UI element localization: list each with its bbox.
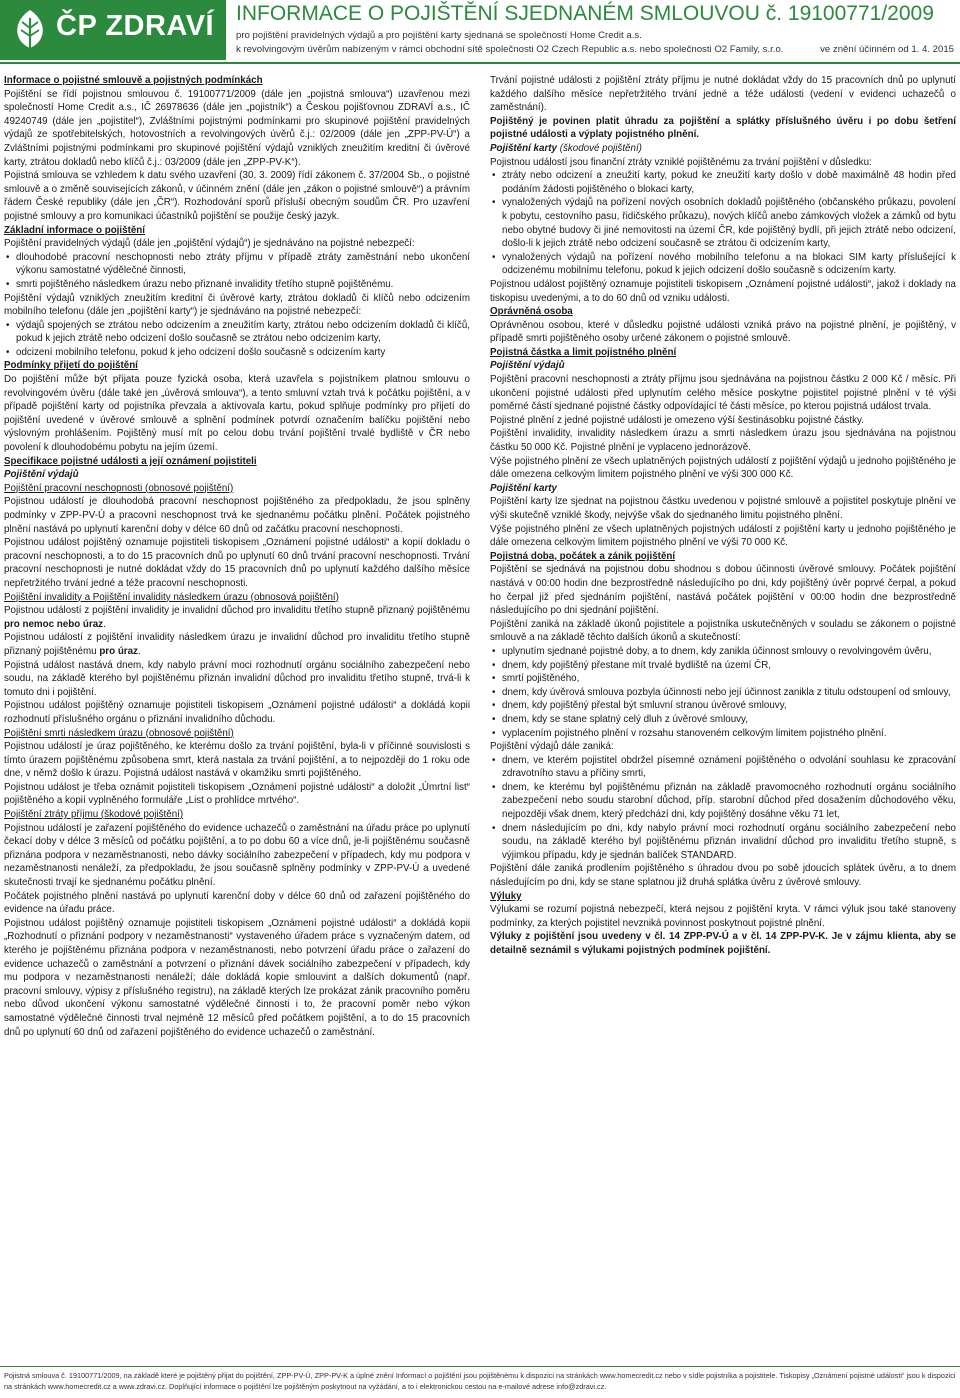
- section-title-insurance-period: Pojistná doba, počátek a zánik pojištění: [490, 550, 676, 562]
- paragraph: Pojistnou událostí je zařazení pojištěného do evidence uchazečů o zaměstnání na úřadu práce po uplynutí čekací doby v délce 3 měsíců od počátku pojištění, a to po dobu 60 a více dnů, je-li pojištěnému současně přiznána podpora v nezaměstnanosti, nebo dávky sociálního zabezpečení v případech, kdy mu podpora v nezaměstnanosti nenáleží, za předpokladu, že jsou současně splněny podmínky v ZPP-PV-Ú a uvedené skutečnosti trvají ke sjednanému počátku plnění.: [4, 822, 470, 889]
- document-subtitle-1: pro pojištění pravidelných výdajů a pro pojištění karty sjednaná se společností Home Credit a.s.: [236, 30, 642, 41]
- logo-text: ČP ZDRAVÍ: [56, 10, 215, 42]
- list-item: • smrti pojištěného následkem úrazu nebo přiznané invalidity třetího stupně pojištěnému.: [4, 278, 470, 292]
- document-subtitle-2: k revolvingovým úvěrům nabízeným v rámci obchodní sítě společnosti O2 Czech Republic a.s. nebo společnosti O2 Family, s.r.o.: [236, 44, 784, 55]
- header-divider: [0, 62, 960, 64]
- section-title-insured-event: Specifikace pojistné události a její oznámení pojistiteli: [4, 455, 257, 467]
- section-title-basic-info: Základní informace o pojištění: [4, 224, 145, 236]
- paragraph-bold: Pojištěný je povinen platit úhradu za pojištění a splátky příslušného úvěru i po dobu šetření pojistné události a výplaty pojistného plnění.: [490, 115, 956, 141]
- paragraph: Pojistnou událostí jsou finanční ztráty vzniklé pojištěnému za trvání pojištění v důsledku:: [490, 156, 872, 168]
- left-column: [4, 74, 470, 1039]
- list-item: • vynaložených výdajů na pořízení nových osobních dokladů pojištěného (občanského průkazu, povolení k pobytu, cestovního pasu, řidičského průkazu), nových klíčů anebo zámkových vložek a zámků od bytu nebo obytné budovy či jiné nemovitosti na území ČR, kde pojištěný bydlí, při jejich ztrátě nebo odcizení, došlo-li k jejich ztrátě nebo odcizení současně se ztrátou či odcizením karty,: [490, 196, 956, 250]
- paragraph: Výše pojistného plnění ze všech uplatněných pojistných událostí z pojištění karty u jednoho pojištěného je dále omezena celkovým limitem pojistného plnění ve výši 70 000 Kč.: [490, 523, 956, 549]
- bullet-list: [490, 645, 956, 740]
- paragraph: Pojištění zaniká na základě úkonů pojistitele a pojistníka uskutečněných v souladu se zákonem o pojistné smlouvě a na základě těchto dalších úkonů a skutečností:: [490, 618, 956, 644]
- document-title: INFORMACE O POJIŠTĚNÍ SJEDNANÉM SMLOUVOU č. 19100771/2009: [236, 2, 934, 25]
- list-item: • odcizení mobilního telefonu, pokud k jeho odcizení došlo současně s odcizením karty: [4, 346, 470, 360]
- paragraph-bold: Výluky z pojištění jsou uvedeny v čl. 14 ZPP-PV-Ú a v čl. 14 ZPP-PV-K. Je v zájmu klienta, aby se detailně seznámil s výlukami pojistných podmínek pojištění.: [490, 931, 956, 956]
- paragraph: Výše pojistného plnění ze všech uplatněných pojistných událostí z pojištění výdajů u jednoho pojištěného je dále omezena celkovým limitem pojistného plnění ve výši 300 000 Kč.: [490, 455, 956, 481]
- paragraph: Pojištění se řídí pojistnou smlouvou č. 19100771/2009 (dále jen „pojistná smlouva“) uzavřenou mezi společností Home Credit a.s., IČ 26978636 (dále jen „pojistník“) a Českou pojišťovnou ZDRAVÍ a.s., IČ 49240749 (dále jen „pojistitel“), Zvláštními pojistnými podmínkami pro skupinové pojištění pravidelných výdajů ze spotřebitelských, hotovostních a revolvingových úvěrů č.j.: 02/2009 (dále jen „ZPP-PV-Ú“) a Zvláštními pojistnými podmínkami pro skupinové pojištění výdajů vzniklých zneužitím kreditní či úvěrové karty, ztrátou dokladů nebo klíčů č.j.: 03/2009 (dále jen „ZPP-PV-K“).: [4, 88, 470, 168]
- paragraph: Pojištění výdajů vzniklých zneužitím kreditní či úvěrové karty, ztrátou dokladů či klíčů nebo odcizením mobilního telefonu (dále jen „pojištění karty“) je sjednáváno na pojistné nebezpečí:: [4, 292, 470, 318]
- paragraph: Pojistnou událost pojištěný oznamuje pojistiteli tiskopisem „Oznámení pojistné události“ a kopií dokladu o pracovní neschopnosti, a to do 15 pracovních dnů po uplynutí 60 dnů trvání pracovní neschopnosti. Trvání pracovní neschopnosti je nutné dokládat vždy do 15 pracovních dnů po uplynutí každého dalšího měsíce nepřetržitého trvání jedné a téže pracovní neschopnosti.: [4, 537, 470, 589]
- subheading: Pojištění pracovní neschopnosti (obnosové pojištění): [4, 482, 234, 494]
- paragraph: Pojištění se sjednává na pojistnou dobu shodnou s dobou účinnosti úvěrové smlouvy. Počátek pojištění nastává v 00:00 hodin dne bezprostředně následujícího po dni, kdy pojištěný úvěr poprvé čerpal, a pokud ho čerpal již před sjednáním pojištění, nastává počátek pojištění v 00:00 hodin dne bezprostředně následujícího po dni sjednání pojištění.: [490, 564, 956, 617]
- paragraph: Do pojištění může být přijata pouze fyzická osoba, která uzavřela s pojistníkem platnou smlouvu o revolvingovém úvěru (dále také jen „úvěrová smlouva“), a tento smluvní vztah trvá k počátku pojištění, a v případě pojištění karty od pojistníka převzala a aktivovala kartu, pokud splňuje podmínky pro přijetí do pojištění uvedené v úvěrové smlouvě a splnění podmínek potvrdí označením balíčku pojištění nebo výslovným prohlášením. Pojištěný musí mít po celou dobu trvání pojištění trvalé bydliště v ČR nebo povolení k dlouhodobému pobytu na jejím území.: [4, 374, 470, 454]
- list-item: • dlouhodobé pracovní neschopnosti nebo ztráty příjmu v případě ztráty zaměstnání nebo ukončení výkonu samostatné výdělečné činnosti,: [4, 251, 470, 278]
- section-title-admission: Podmínky přijetí do pojištění: [4, 360, 138, 372]
- leaf-logo-icon: [10, 8, 50, 52]
- subsection-title: Pojištění karty: [490, 482, 557, 494]
- paragraph: Pojistnou událost pojištěný oznamuje pojistiteli tiskopisem „Oznámení pojistné události“, jakož i doklady na tiskopisu uvedenými, a to do 60 dnů od vzniku události.: [490, 278, 956, 304]
- subheading: Pojištění invalidity a Pojištění invalidity následkem úrazu (obnosová pojištění): [4, 591, 339, 603]
- bullet-list: [4, 251, 470, 292]
- paragraph: Oprávněnou osobou, které v důsledku pojistné události vzniká právo na pojistné plnění, je pojištěný, v případě smrti pojištěného osoby určené zákonem o pojistné smlouvě.: [490, 319, 956, 345]
- list-item: • dnem, kdy se stane splatný celý dluh z úvěrové smlouvy,: [490, 713, 956, 727]
- page-header: [0, 0, 960, 68]
- list-item: • smrtí pojištěného,: [490, 672, 956, 686]
- paragraph: Pojistné plnění z jedné pojistné události je omezeno výší šestinásobku pojistné částky.: [490, 414, 864, 426]
- paragraph: Trvání pojistné události z pojištění ztráty příjmu je nutné dokládat vždy do 15 pracovních dnů po uplynutí každého dalšího měsíce nepřetržitého trvání jedné a téže události (vedení v evidenci uchazečů o zaměstnání).: [490, 75, 956, 114]
- paragraph: Pojistnou událostí je dlouhodobá pracovní neschopnost pojištěného za předpokladu, že jsou splněny podmínky v ZPP-PV-Ú a pracovní neschopnost trvá ke sjednanému počátku plnění. Počátek pojistného plnění nastává po uplynutí karenční doby v délce 60 dnů od začátku pracovní neschopnosti.: [4, 496, 470, 535]
- list-item: • uplynutím sjednané pojistné doby, a to dnem, kdy zanikla účinnost smlouvy o revolvingovém úvěru,: [490, 645, 956, 659]
- bullet-list: [490, 754, 956, 863]
- paragraph: Pojištění pracovní neschopnosti a ztráty příjmu jsou sjednávána na pojistnou částku 2 000 Kč / měsíc. Při ukončení pojistné události před uplynutím celého měsíce poskytne pojistitel pojistné plnění v té výši poměrné části sjednané pojistné částky odpovídající té části měsíce, po kterou pojistná událost trvala.: [490, 374, 956, 413]
- paragraph: Pojištění dále zaniká prodlením pojištěného s úhradou dvou po sobě jdoucích splátek úvěru, a to dnem následujícím po dni, kdy se stane splatnou již druhá splátka úvěru z úvěrové smlouvy.: [490, 863, 956, 889]
- right-column: [490, 74, 956, 958]
- subheading: Pojištění smrti následkem úrazu (obnosové pojištění): [4, 727, 234, 739]
- paragraph: Pojištění karty lze sjednat na pojistnou částku uvedenou v pojistné smlouvě a pojistitel poskytuje plnění ve výši skutečně vzniklé škody, nejvýše však do sjednaného limitu pojistného plnění.: [490, 496, 956, 521]
- paragraph: Pojištění pravidelných výdajů (dále jen „pojištění výdajů“) je sjednáváno na pojistné nebezpečí:: [4, 238, 415, 250]
- list-item: • dnem, ve kterém pojistitel obdržel písemné oznámení pojištěného o odvolání souhlasu ke zpracování zdravotního stavu a příčiny smrti,: [490, 754, 956, 781]
- paragraph: Pojistnou událost pojištěný oznamuje pojistiteli tiskopisem „Oznámení pojistné události“ a dokládá kopii „Rozhodnutí o přiznání podpory v nezaměstnanosti“ vystaveného úřadem práce s vyznačeným datem, od kterého je pojištěnému přiznána podpora v nezaměstnanosti, nebo potvrzení úřadu práce o zařazení do evidence uchazečů o zaměstnání a potvrzení o přiznání dávek sociálního zabezpečení v případech, kdy mu podpora v nezaměstnanosti nenáleží; dále dokládá kopie smlouvint a dalších dokumentů (např. pracovní smlouvy, výpisy z příslušného registru), na základě kterých lze prokázat zánik pracovního poměru nebo důvod ukončení výkonu samostatné výdělečné činnosti i to, že pracovní poměr nebo výkon samostatné výdělečné činnosti trval nejméně 12 měsíců před počátkem pojištění, a to do 15 pracovních dnů po uplynutí 60 dnů od zařazení pojištěného do evidence uchazečů o zaměstnání.: [4, 917, 470, 1038]
- paragraph: Pojistnou událostí z pojištění invalidity je invalidní důchod pro invaliditu třetího stupně přiznaný pojištěnému pro nemoc nebo úraz.: [4, 605, 470, 630]
- paragraph: Pojistnou událostí z pojištění invalidity následkem úrazu je invalidní důchod pro invaliditu třetího stupně přiznaný pojištěnému pro úraz.: [4, 632, 470, 657]
- paragraph: Pojistnou událost je třeba oznámit pojistiteli tiskopisem „Oznámení pojistné události“ a doložit „Úmrtní list“ pojištěného a kopií vyplněného formuláře „List o prohlídce mrtvého“.: [4, 781, 470, 807]
- subsection-title: Pojištění výdajů: [4, 469, 79, 481]
- logo: [0, 0, 226, 60]
- paragraph: Počátek pojistného plnění nastává po uplynutí karenční doby v délce 60 dnů od zařazení pojištěného do evidence na úřadu práce.: [4, 890, 470, 916]
- page-footer: Pojistná smlouva č. 19100771/2009, na základě které je pojištěný přijat do pojištění, ZPP-PV-Ú, ZPP-PV-K a úplné znění Informací o pojištění jsou pojištěnému k dispozici na stránkách www.homecredit.cz nebo v sídle pojistníka a pojistitele. Tiskopisy „Oznámení pojistné události“ jsou k dispozici na stránkách www.homecredit.cz a www.zdravi.cz. Doplňující informace o pojištění lze pojištěným poskytnout na vyžádání, a to i elektronickou cestou na e-mailové adrese info@zdravi.cz.: [0, 1366, 960, 1398]
- list-item: • dnem, kdy úvěrová smlouva pozbyla účinnosti nebo její účinnost zanikla z titulu odstoupení od smlouvy,: [490, 686, 956, 700]
- paragraph: Pojištění invalidity, invalidity následkem úrazu a smrti následkem úrazu jsou sjednávána na pojistnou částku 50 000 Kč. Pojistné plnění je vyplaceno jednorázově.: [490, 428, 956, 454]
- paragraph: Pojistnou událostí je úraz pojištěného, ke kterému došlo za trvání pojištění, byla-li v příčinné souvislosti s tímto úrazem pojištěnému způsobena smrt, která nastala za trvání pojištění, a to nejpozději do 1 roku ode dne, v němž došlo k úrazu. Pojistná událost nastává v okamžiku smrti pojištěného.: [4, 741, 470, 780]
- bullet-list: [4, 319, 470, 360]
- subheading: Pojištění ztráty příjmu (škodové pojištění): [4, 809, 184, 821]
- paragraph: Pojištění výdajů dále zaniká:: [490, 741, 614, 753]
- section-title-sum-insured: Pojistná částka a limit pojistného plnění: [490, 346, 677, 358]
- paragraph: Pojistná smlouva se vzhledem k datu svého uzavření (30. 3. 2009) řídí zákonem č. 37/2004 Sb., o pojistné smlouvě a o změně souvisejících zákonů, v účinném znění (dále jen „zákon o pojistné smlouvě“) a právním řádem České republiky (dále jen „ČR“). Rozhodování sporů přísluší obecným soudům ČR. Pro uzavření pojistné smlouvy a pro komunikaci účastníků pojištění se použije český jazyk.: [4, 170, 470, 222]
- section-title-contract-info: Informace o pojistné smlouvě a pojistných podmínkách: [4, 75, 263, 86]
- bullet-list: [490, 169, 956, 278]
- paragraph: Pojistná událost nastává dnem, kdy nabylo právní moci rozhodnutí orgánu sociálního zabezpečení nebo soudu, na základě kterého byl pojištěnému přiznán invalidní důchod pro invaliditu třetího stupně, trvá-li k tomuto dni i pojištění.: [4, 659, 470, 698]
- effective-date: ve znění účinném od 1. 4. 2015: [820, 44, 954, 55]
- list-item: • dnem, kdy pojištěný přestane mít trvalé bydliště na území ČR,: [490, 659, 956, 673]
- paragraph: Pojistnou událost pojištěný oznamuje pojistiteli tiskopisem „Oznámení pojistné události“ a dokládá kopii rozhodnutí příslušného orgánu o přiznání invalidního důchodu.: [4, 700, 470, 725]
- list-item: • vyplacením pojistného plnění v rozsahu stanoveném celkovým limitem pojistného plnění.: [490, 727, 956, 741]
- paragraph: Výlukami se rozumí pojistná nebezpečí, která nejsou z pojištění kryta. V rámci výluk jsou také stanoveny podmínky, za kterých pojistitel nevzniká povinnost poskytnout pojistné plnění.: [490, 904, 956, 929]
- list-item: • dnem následujícím po dni, kdy nabylo právní moci rozhodnutí orgánu sociálního zabezpečení nebo soudu, na základě kterého byl pojištěnému přiznán invalidní důchod pro invaliditu třetího stupně, s výjimkou případu, kdy je sjednán balíček STANDARD.: [490, 822, 956, 863]
- list-item: • ztráty nebo odcizení a zneužití karty, pokud ke zneužití karty došlo v době maximálně 48 hodin před podáním žádosti pojištěného o blokaci karty,: [490, 169, 956, 196]
- section-title-exclusions: Výluky: [490, 890, 522, 902]
- subsection-title: Pojištění výdajů: [490, 360, 565, 372]
- list-item: • dnem, kdy pojištěný přestal být smluvní stranou úvěrové smlouvy,: [490, 699, 956, 713]
- list-item: • výdajů spojených se ztrátou nebo odcizením a zneužitím karty, ztrátou nebo odcizením dokladů či klíčů, pokud k jejich ztrátě nebo odcizení došlo současně se ztrátou nebo odcizením karty,: [4, 319, 470, 346]
- list-item: • dnem, ke kterému byl pojištěnému přiznán na základě pravomocného rozhodnutí orgánu sociálního zabezpečení nebo soudu starobní důchod, příp. starobní důchod před dosažením důchodového věku, nejpozději však dnem, který předchází dni, kdy pojištěný dosáhne věku 71 let,: [490, 781, 956, 822]
- section-title-beneficiary: Oprávněná osoba: [490, 306, 573, 318]
- subsection-title-card: Pojištění karty (škodové pojištění): [490, 142, 642, 154]
- list-item: • vynaložených výdajů na pořízení nového mobilního telefonu a na blokaci SIM karty příslušející k odcizenému mobilnímu telefonu, pokud k jejich odcizení došlo současně s odcizením karty.: [490, 251, 956, 278]
